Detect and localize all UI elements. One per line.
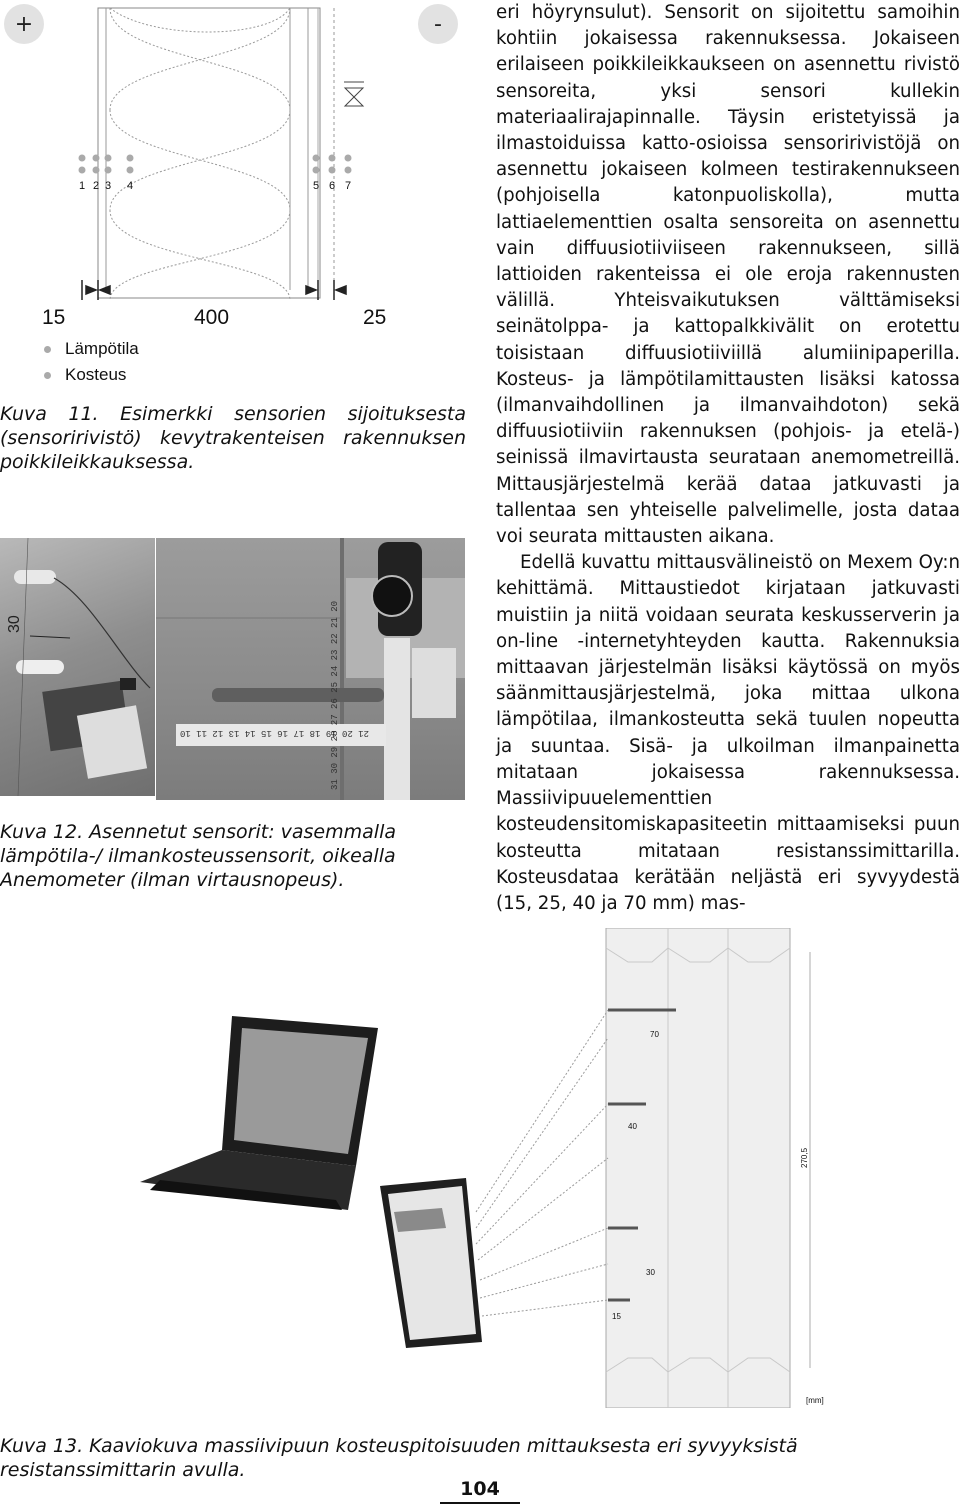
body-text [496, 0, 960, 917]
depth-label: 40 [628, 1122, 637, 1131]
sensor-number: 3 [105, 180, 112, 192]
paragraph: eri höyrynsulut). Sensorit on sijoitettu samoihin kohtiin jokaisessa rakennuksessa. Jokaiseen erilaiseen poikkileikkaukseen on asennettu rivistö sensoreita, yksi sensori kullekin materiaalirajapinnalle. Täysin eristetyissä ja ilmastoiduissa katto-osioissa sensoririvistöjä on asennettu jokaiseen kolmeen testirakennukseen (pohjoisella katonpuoliskolla), mutta lattiaelementtien osalta sensoreita on asennettu vain diffuusiotiiviiseen rakennukseen, sillä lattioiden rakenteissa ei ole eroja rakennusten välillä. Yhteisvaikutuksen välttämiseksi seinätolppa- ja kattopalkkivälit on erotettu toisistaan diffuusiotiiviillä alumiinipaperilla. Kosteus- ja lämpötilamittausten lisäksi katossa (ilmanvaihdollinen ja ilmanvaihdoton) sekä diffuusiotiiviin rakennuksen (pohjois- ja etelä-) seinissä ilmavirtausta seurataan anemometreillä. Mittausjärjestelmä kerää dataa jatkuvasti ja tallentaa sen yhteiselle palvelimelle, josta dataa voi seurata mittausten aikana. [496, 2, 960, 548]
depth-label: 70 [650, 1030, 659, 1039]
legend-dot-icon [44, 346, 51, 353]
handwritten-mark: 30 [6, 615, 23, 633]
figure-11-caption: Kuva 11. Esimerkki sensorien sijoituksesta (sensoririvistö) kevytrakenteisen rakennuksen poikkileikkauksessa. [0, 403, 466, 473]
anemometer-image [156, 538, 465, 800]
sensor-number: 2 [93, 180, 100, 192]
figure-11 [0, 0, 470, 400]
depth-label: 15 [612, 1312, 621, 1321]
legend-label: Lämpötila [65, 339, 139, 358]
laptop-icon [140, 1016, 378, 1210]
legend-item [40, 362, 139, 388]
temperature-humidity-sensor-image [0, 538, 155, 796]
height-label: 270,5 [800, 1147, 809, 1168]
sensor-number: 7 [345, 180, 352, 192]
sensor-number: 6 [329, 180, 336, 192]
plus-label: + [4, 4, 44, 44]
sensor-photo-left [0, 538, 155, 796]
depth-label: 30 [646, 1268, 655, 1277]
anemometer-photo [156, 538, 465, 800]
legend-label: Kosteus [65, 365, 127, 384]
legend [40, 336, 139, 388]
sensor-number: 1 [79, 180, 86, 192]
figure-13 [130, 928, 830, 1408]
ruler-numbers: 21 20 19 18 17 16 15 14 13 12 11 10 [180, 728, 370, 738]
sensor-number: 4 [127, 180, 134, 192]
figure-13-caption: Kuva 13. Kaaviokuva massiivipuun kosteuspitoisuuden mittauksesta eri syvyyksistä resistanssimittarin avulla. [0, 1435, 798, 1481]
dimension-label: 15 [42, 306, 66, 329]
minus-label: - [418, 4, 458, 44]
figure-12-caption: Kuva 12. Asennetut sensorit: vasemmalla lämpötila-/ ilmankosteussensorit, oikealla Anemometer (ilman virtausnopeus). [0, 821, 396, 891]
unit-label: [mm] [806, 1396, 824, 1405]
dimension-label: 400 [194, 306, 230, 329]
page-number: 104 [440, 1478, 520, 1504]
wall-cross-section-diagram [0, 0, 470, 300]
legend-dot-icon [44, 372, 51, 379]
sensor-number: 5 [313, 180, 320, 192]
paragraph: Edellä kuvattu mittausvälineistö on Mexem Oy:n kehittämä. Mittaustiedot kirjataan jatkuvasti muistiin ja niitä voidaan seurata keskusserverin ja on-line -internetyhteyden kautta. Rakennuksia mittaavan järjestelmän lisäksi käytössä on myös säänmittausjärjestelmä, joka mittaa ulkona lämpötilaa, ilmankosteutta sekä tuulen nopeutta ja suuntaa. Sisä- ja ulkoilman ilmanpainetta mitataan jokaisessa rakennuksessa. Massiivipuuelementtien kosteudensitomiskapasiteetin mittaamiseksi puun kosteutta mitataan resistanssimittarilla. Kosteusdataa kerätään neljästä eri syvyydestä (15, 25, 40 ja 70 mm) mas- [496, 552, 960, 914]
resistance-meter-icon [380, 1178, 482, 1348]
dimension-label: 25 [363, 306, 387, 329]
ruler-numbers-vertical: 31 30 29 28 27 26 25 24 23 22 21 20 [330, 600, 340, 790]
moisture-measurement-diagram [130, 928, 830, 1408]
legend-item [40, 336, 139, 362]
